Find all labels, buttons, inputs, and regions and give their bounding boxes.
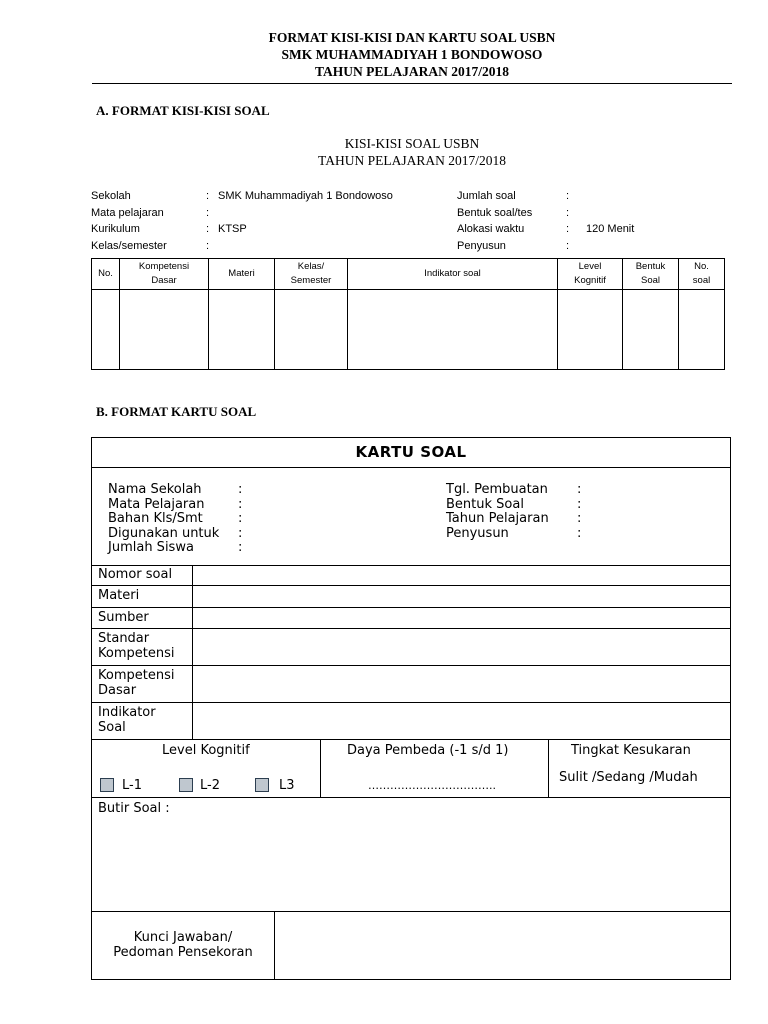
card-identity-block (92, 467, 730, 566)
row-standar-kompetensi[interactable] (92, 629, 730, 666)
row-kompetensi-dasar[interactable] (92, 666, 730, 703)
row-label: Indikator Soal (98, 705, 156, 735)
info-colon: : (566, 190, 570, 202)
table-cell[interactable] (623, 290, 679, 370)
table-row (92, 290, 725, 370)
butir-soal-box[interactable] (92, 797, 730, 912)
table-cell[interactable] (348, 290, 558, 370)
id-label: Digunakan untuk (108, 526, 220, 541)
col-header: No. soal (679, 259, 725, 290)
table-cell[interactable] (275, 290, 348, 370)
id-colon: : (238, 526, 243, 541)
row-nomor-soal[interactable] (92, 565, 730, 586)
kartu-soal-card (91, 437, 731, 980)
level-l2-label: L-2 (200, 778, 220, 793)
id-colon: : (577, 511, 582, 526)
tingkat-kesukaran-label: Tingkat Kesukaran (571, 743, 691, 758)
level-l1-label: L-1 (122, 778, 142, 793)
id-label: Penyusun (446, 526, 509, 541)
level-row (92, 739, 730, 798)
info-value-kurikulum: KTSP (218, 223, 247, 235)
col-header: Level Kognitif (558, 259, 623, 290)
id-label: Bentuk Soal (446, 497, 524, 512)
info-label: Mata pelajaran (91, 207, 164, 219)
table-cell[interactable] (120, 290, 209, 370)
info-value-sekolah: SMK Muhammadiyah 1 Bondowoso (218, 190, 393, 202)
checkbox-l3[interactable] (255, 778, 269, 792)
level-kognitif-label: Level Kognitif (162, 743, 250, 758)
table-cell[interactable] (558, 290, 623, 370)
id-label: Nama Sekolah (108, 482, 202, 497)
row-label: Nomor soal (98, 567, 173, 582)
col-header: Materi (209, 259, 275, 290)
level-l3-label: L3 (279, 778, 295, 793)
info-colon: : (566, 223, 570, 235)
col-header: Kompetensi Dasar (120, 259, 209, 290)
checkbox-l1[interactable] (100, 778, 114, 792)
row-label: Materi (98, 588, 140, 603)
butir-soal-label: Butir Soal : (98, 801, 170, 816)
kisi-title: KISI-KISI SOAL USBN (344, 136, 480, 151)
section-a-heading: A. FORMAT KISI-KISI SOAL (96, 103, 270, 118)
kunci-jawaban-label: Kunci Jawaban/ Pedoman Pensekoran (113, 930, 253, 960)
info-colon: : (206, 207, 210, 219)
row-materi[interactable] (92, 586, 730, 608)
daya-pembeda-label: Daya Pembeda (-1 s/d 1) (347, 743, 509, 758)
id-label: Mata Pelajaran (108, 497, 205, 512)
row-sumber[interactable] (92, 608, 730, 629)
info-colon: : (566, 207, 570, 219)
col-header: Indikator soal (348, 259, 558, 290)
info-label: Jumlah soal (457, 190, 516, 202)
info-label: Kelas/semester (91, 240, 167, 252)
col-header: Bentuk Soal (623, 259, 679, 290)
kisi-table (91, 258, 725, 370)
table-cell[interactable] (209, 290, 275, 370)
id-colon: : (238, 540, 243, 555)
kunci-jawaban-field[interactable] (275, 911, 730, 979)
info-label: Penyusun (457, 240, 506, 252)
row-label: Kompetensi Dasar (98, 668, 175, 698)
col-header: Kelas/ Semester (275, 259, 348, 290)
id-colon: : (238, 482, 243, 497)
kisi-subtitle: TAHUN PELAJARAN 2017/2018 (318, 153, 506, 168)
info-label: Bentuk soal/tes (457, 207, 533, 219)
info-colon: : (206, 223, 210, 235)
id-colon: : (577, 497, 582, 512)
row-indikator-soal[interactable] (92, 703, 730, 740)
doc-title-line2: SMK MUHAMMADIYAH 1 BONDOWOSO (281, 47, 543, 62)
header-divider (92, 83, 732, 84)
checkbox-l2[interactable] (179, 778, 193, 792)
doc-title-line1: FORMAT KISI-KISI DAN KARTU SOAL USBN (268, 30, 556, 45)
info-colon: : (566, 240, 570, 252)
id-label: Tahun Pelajaran (446, 511, 549, 526)
id-label: Bahan Kls/Smt (108, 511, 203, 526)
card-title: KARTU SOAL (92, 438, 730, 468)
info-colon: : (206, 240, 210, 252)
id-colon: : (577, 482, 582, 497)
row-label: Sumber (98, 610, 149, 625)
info-value-alokasi: 120 Menit (586, 223, 635, 235)
id-colon: : (238, 511, 243, 526)
row-label: Standar Kompetensi (98, 631, 175, 661)
info-colon: : (206, 190, 210, 202)
card-field-rows (92, 565, 730, 740)
id-colon: : (577, 526, 582, 541)
info-label: Sekolah (91, 190, 131, 202)
id-label: Jumlah Siswa (108, 540, 194, 555)
doc-title-line3: TAHUN PELAJARAN 2017/2018 (314, 64, 509, 79)
col-header: No. (92, 259, 120, 290)
daya-pembeda-blank[interactable]: …………………………….. (368, 779, 496, 792)
table-header-row (92, 259, 725, 290)
id-label: Tgl. Pembuatan (446, 482, 548, 497)
section-b-heading: B. FORMAT KARTU SOAL (96, 404, 257, 419)
id-colon: : (238, 497, 243, 512)
table-cell[interactable] (92, 290, 120, 370)
info-label: Alokasi waktu (457, 223, 525, 235)
tingkat-kesukaran-options[interactable]: Sulit /Sedang /Mudah (559, 770, 698, 785)
kunci-jawaban-row (92, 911, 730, 979)
info-label: Kurikulum (91, 223, 140, 235)
table-cell[interactable] (679, 290, 725, 370)
